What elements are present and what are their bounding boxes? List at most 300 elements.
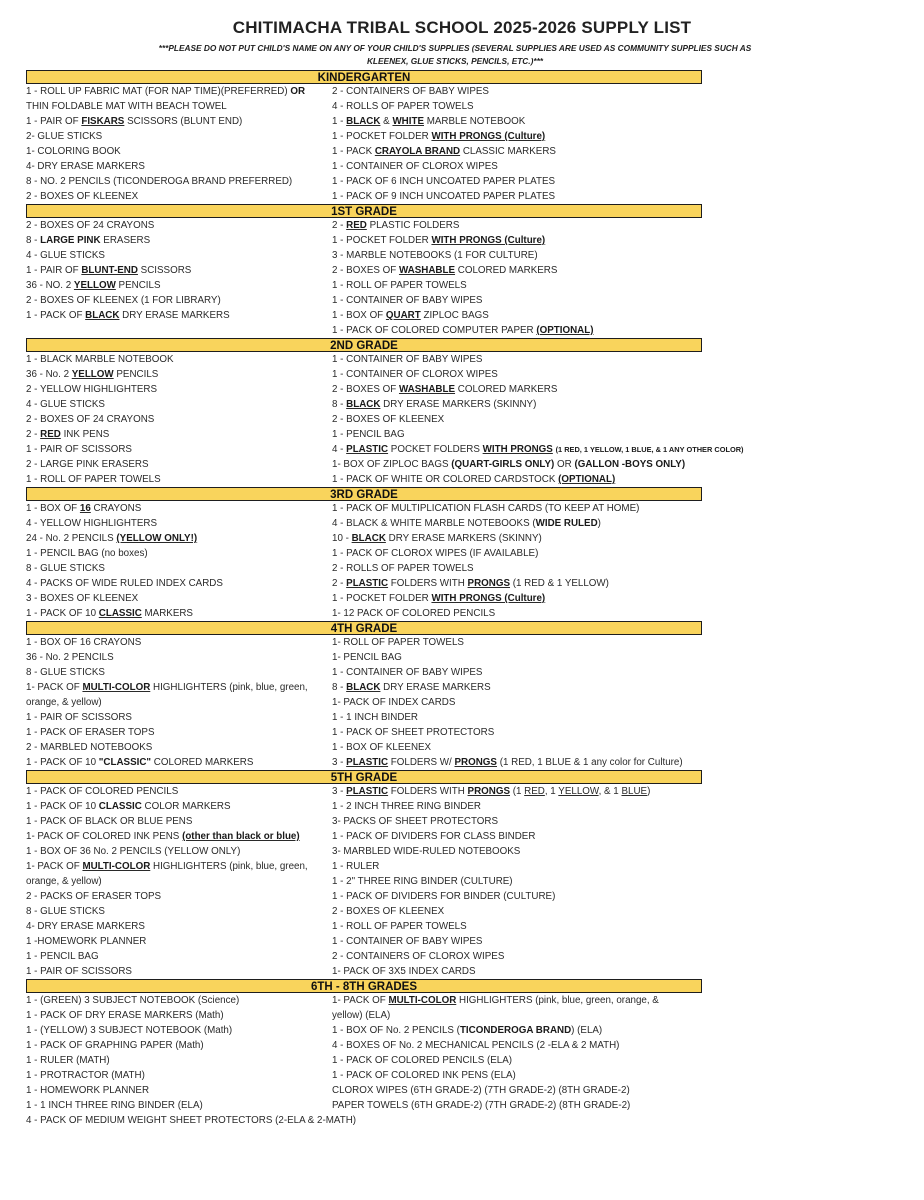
supply-item-text: 1 - (YELLOW) 3 SUBJECT NOTEBOOK (Math) bbox=[26, 1025, 233, 1036]
supply-item-text: RED bbox=[346, 220, 367, 231]
supply-item bbox=[26, 889, 332, 904]
emphasis-underline bbox=[72, 369, 114, 380]
supply-item-text: 1 - PACK OF SHEET PROTECTORS bbox=[332, 727, 495, 738]
supply-item-text: BLUE bbox=[621, 786, 648, 797]
supply-item bbox=[332, 799, 650, 814]
supply-item-text: 1 - CONTAINER OF CLOROX WIPES bbox=[332, 161, 498, 172]
supply-item-text: 1 - CONTAINER OF BABY WIPES bbox=[332, 295, 483, 306]
supply-item-text: PLASTIC bbox=[346, 757, 389, 768]
supply-item-text: COLOR MARKERS bbox=[141, 801, 231, 812]
emphasis-underline bbox=[392, 116, 424, 127]
supply-item-text: 1 - PACK OF ERASER TOPS bbox=[26, 727, 155, 738]
supply-item bbox=[332, 114, 556, 129]
supply-item bbox=[332, 308, 593, 323]
supply-item-text: 1 - 2" THREE RING BINDER (CULTURE) bbox=[332, 876, 513, 887]
supply-item bbox=[332, 695, 683, 710]
grade-header: KINDERGARTEN bbox=[26, 70, 702, 84]
supply-item-text: 1 - PAIR OF SCISSORS bbox=[26, 712, 132, 723]
supply-item bbox=[26, 1038, 332, 1053]
supply-item bbox=[26, 814, 332, 829]
supply-item-text: OR bbox=[554, 459, 575, 470]
supply-item bbox=[26, 442, 332, 457]
supply-item-text: 8 - bbox=[332, 682, 347, 693]
supply-item bbox=[332, 233, 593, 248]
supply-item-text: INK PENS bbox=[60, 429, 110, 440]
supply-item bbox=[26, 874, 332, 889]
supply-item bbox=[332, 352, 744, 367]
emphasis-underline bbox=[74, 280, 116, 291]
supply-item-text: 1 - ROLL OF PAPER TOWELS bbox=[26, 474, 161, 485]
emphasis-underline bbox=[346, 399, 380, 410]
supply-item-text: 1 - PACK OF 10 bbox=[26, 801, 99, 812]
supply-item-text: 4 - GLUE STICKS bbox=[26, 399, 105, 410]
emphasis-underline bbox=[346, 757, 388, 768]
supply-item-text: 1 - BOX OF bbox=[332, 310, 386, 321]
supply-item-text: CLASSIC bbox=[98, 608, 142, 619]
supply-item bbox=[26, 934, 332, 949]
emphasis-underline bbox=[346, 444, 388, 455]
supply-item-text: MULTI-COLOR bbox=[388, 995, 457, 1006]
supply-item bbox=[26, 1098, 332, 1113]
supply-item-text: 1- PACK OF COLORED INK PENS bbox=[26, 831, 183, 842]
emphasis-underline bbox=[524, 786, 545, 797]
supply-item bbox=[332, 1053, 659, 1068]
supply-item-text: 4 - PACKS OF WIDE RULED INDEX CARDS bbox=[26, 578, 223, 589]
grade-section-body bbox=[26, 635, 702, 770]
supply-item-text: 24 - No. 2 PENCILS bbox=[26, 533, 117, 544]
supply-item-text: BLACK bbox=[351, 533, 386, 544]
supply-item bbox=[332, 904, 650, 919]
supply-item-text: 1 - RULER (MATH) bbox=[26, 1055, 110, 1066]
supply-item-text: COLORED MARKERS bbox=[455, 384, 558, 395]
emphasis-underline bbox=[82, 682, 150, 693]
supply-item-text: yellow) (ELA) bbox=[332, 1010, 391, 1021]
supply-item-text: 1 - RULER bbox=[332, 861, 380, 872]
supply-column-left bbox=[26, 84, 332, 204]
supply-item-text: YELLOW bbox=[71, 369, 114, 380]
supply-item-text: 4 - PACK OF MEDIUM WEIGHT SHEET PROTECTORS (2-ELA & 2-MATH) bbox=[26, 1115, 357, 1126]
supply-item-text: BLUNT-END bbox=[81, 265, 138, 276]
supply-item bbox=[332, 814, 650, 829]
supply-item bbox=[26, 740, 332, 755]
emphasis-underline bbox=[352, 533, 386, 544]
emphasis-underline bbox=[81, 116, 124, 127]
supply-item-text: 1 - PACK OF 10 bbox=[26, 757, 99, 768]
supply-item bbox=[332, 650, 683, 665]
grade-header: 5TH GRADE bbox=[26, 770, 702, 784]
emphasis-underline bbox=[431, 593, 545, 604]
supply-item-text: 2 - bbox=[26, 429, 41, 440]
supply-item bbox=[26, 1083, 332, 1098]
supply-item bbox=[332, 293, 593, 308]
supply-item bbox=[26, 99, 332, 114]
supply-item bbox=[332, 591, 639, 606]
grade-section-body bbox=[26, 352, 744, 487]
supply-item-text: 1 - PACK bbox=[332, 146, 375, 157]
emphasis-underline bbox=[621, 786, 647, 797]
supply-item-text: 2 - YELLOW HIGHLIGHTERS bbox=[26, 384, 158, 395]
grade-section-body bbox=[26, 84, 702, 204]
supply-item-text: , 1 bbox=[544, 786, 559, 797]
supply-item-text: 2 - bbox=[332, 578, 347, 589]
emphasis-underline bbox=[182, 831, 300, 842]
supply-item bbox=[26, 993, 332, 1008]
supply-item bbox=[26, 784, 332, 799]
supply-item-text: 2 - BOXES OF KLEENEX (1 FOR LIBRARY) bbox=[26, 295, 221, 306]
supply-item-text: 1 - PAIR OF SCISSORS bbox=[26, 444, 132, 455]
supply-item-text: (1 bbox=[510, 786, 525, 797]
supply-item-text: ERASERS bbox=[100, 235, 151, 246]
supply-item-text: PENCILS bbox=[115, 280, 161, 291]
supply-item-text: 1 - PENCIL BAG (no boxes) bbox=[26, 548, 148, 559]
supply-item-text: 3 - bbox=[332, 757, 347, 768]
supply-item bbox=[332, 1038, 659, 1053]
supply-item bbox=[26, 919, 332, 934]
supply-item-text: 1 - PACK OF MULTIPLICATION FLASH CARDS (TO KEEP AT HOME) bbox=[332, 503, 640, 514]
supply-item-text: 1 - POCKET FOLDER bbox=[332, 593, 432, 604]
supply-item-text: DRY ERASE MARKERS (SKINNY) bbox=[380, 399, 537, 410]
supply-item bbox=[332, 1008, 659, 1023]
supply-item bbox=[332, 174, 556, 189]
supply-item-text: 1 - BOX OF No. 2 PENCILS ( bbox=[332, 1025, 460, 1036]
supply-item-text: 1 - HOMEWORK PLANNER bbox=[26, 1085, 150, 1096]
supply-item-text: 2 - BOXES OF KLEENEX bbox=[332, 414, 445, 425]
supply-item bbox=[26, 129, 332, 144]
supply-item-text: 1 - BOX OF 36 No. 2 PENCILS (YELLOW ONLY) bbox=[26, 846, 241, 857]
supply-item-text: 1- PACK OF bbox=[332, 995, 389, 1006]
supply-column-right bbox=[332, 84, 556, 204]
emphasis-underline bbox=[116, 533, 197, 544]
supply-item-text: QUART bbox=[385, 310, 421, 321]
emphasis-underline bbox=[346, 116, 380, 127]
supply-item-text: ZIPLOC BAGS bbox=[420, 310, 489, 321]
supply-item-text: FOLDERS WITH bbox=[388, 786, 468, 797]
supply-item-text: 8 - NO. 2 PENCILS (TICONDEROGA BRAND PREFERRED) bbox=[26, 176, 293, 187]
supply-item bbox=[332, 934, 650, 949]
supply-column-left bbox=[26, 993, 357, 1128]
supply-item bbox=[26, 189, 332, 204]
supply-item bbox=[26, 650, 332, 665]
supply-sections bbox=[26, 70, 744, 1128]
supply-item bbox=[26, 174, 332, 189]
supply-item bbox=[26, 844, 332, 859]
supply-item bbox=[332, 427, 744, 442]
supply-item-text: (1 RED, 1 YELLOW, 1 BLUE, & 1 ANY OTHER COLOR) bbox=[555, 445, 744, 454]
supply-item-text: 1 - PACK OF WHITE OR COLORED CARDSTOCK bbox=[332, 474, 559, 485]
supply-item-text: 1 - PAIR OF SCISSORS bbox=[26, 966, 132, 977]
supply-item-text: 1 - PACK OF CLOROX WIPES (IF AVAILABLE) bbox=[332, 548, 539, 559]
supply-item bbox=[332, 442, 744, 457]
supply-item bbox=[26, 1008, 332, 1023]
supply-item bbox=[332, 829, 650, 844]
supply-item bbox=[332, 576, 639, 591]
supply-item bbox=[332, 129, 556, 144]
supply-item-text: PLASTIC bbox=[346, 444, 389, 455]
supply-item bbox=[26, 829, 332, 844]
supply-item-text: & bbox=[380, 116, 393, 127]
supply-item bbox=[26, 352, 332, 367]
supply-item bbox=[26, 84, 332, 99]
emphasis-underline bbox=[346, 786, 388, 797]
supply-item bbox=[332, 189, 556, 204]
supply-item-text: HIGHLIGHTERS (pink, blue, green, bbox=[150, 861, 308, 872]
supply-column-right bbox=[332, 218, 593, 338]
supply-item bbox=[332, 367, 744, 382]
supply-item bbox=[26, 412, 332, 427]
supply-item-text: (1 RED & 1 YELLOW) bbox=[510, 578, 609, 589]
supply-item-text: HIGHLIGHTERS (pink, blue, green, orange, & bbox=[456, 995, 659, 1006]
supply-item-text: 1 - ROLL UP FABRIC MAT (FOR NAP TIME)(PREFERRED) bbox=[26, 86, 291, 97]
supply-item bbox=[26, 114, 332, 129]
emphasis-underline bbox=[85, 310, 119, 321]
supply-item bbox=[332, 1083, 659, 1098]
emphasis-underline bbox=[375, 146, 460, 157]
supply-item bbox=[332, 397, 744, 412]
supply-item-text: 36 - NO. 2 bbox=[26, 280, 74, 291]
supply-column-left bbox=[26, 501, 332, 621]
supply-item-text: 1 - PENCIL BAG bbox=[332, 429, 405, 440]
supply-item-text: 4 - ROLLS OF PAPER TOWELS bbox=[332, 101, 474, 112]
supply-item bbox=[26, 755, 332, 770]
supply-item bbox=[26, 799, 332, 814]
supply-item bbox=[332, 919, 650, 934]
document-title: CHITIMACHA TRIBAL SCHOOL 2025-2026 SUPPLY LIST bbox=[232, 18, 692, 37]
supply-item bbox=[332, 84, 556, 99]
supply-item-text: MARBLE NOTEBOOK bbox=[424, 116, 526, 127]
supply-column-left bbox=[26, 784, 332, 979]
supply-item bbox=[26, 233, 332, 248]
supply-item-text: 2 - BOXES OF bbox=[332, 384, 399, 395]
supply-item-text: 1 - PACK OF DIVIDERS FOR BINDER (CULTURE) bbox=[332, 891, 556, 902]
supply-item-text: 4 - BLACK & WHITE MARBLE NOTEBOOKS ( bbox=[332, 518, 536, 529]
supply-item bbox=[332, 144, 556, 159]
supply-item-text: WITH PRONGS (Culture) bbox=[431, 593, 546, 604]
supply-column-left bbox=[26, 635, 332, 770]
supply-item-text: 2 - BOXES OF bbox=[332, 265, 399, 276]
supply-item-text: 1 - CONTAINER OF BABY WIPES bbox=[332, 667, 483, 678]
emphasis-underline bbox=[455, 757, 497, 768]
supply-item bbox=[332, 412, 744, 427]
supply-item-text: PRONGS bbox=[467, 786, 511, 797]
supply-item-text: THIN FOLDABLE MAT WITH BEACH TOWEL bbox=[26, 101, 227, 112]
emphasis-underline bbox=[468, 786, 510, 797]
supply-item bbox=[26, 367, 332, 382]
supply-item-text: 2 - CONTAINERS OF CLOROX WIPES bbox=[332, 951, 505, 962]
supply-item bbox=[26, 546, 332, 561]
supply-item bbox=[332, 323, 593, 338]
supply-item-text: (YELLOW ONLY!) bbox=[116, 533, 198, 544]
supply-item-text: 3 - MARBLE NOTEBOOKS (1 FOR CULTURE) bbox=[332, 250, 538, 261]
supply-item-text: 1 - POCKET FOLDER bbox=[332, 131, 432, 142]
supply-item-text: (OPTIONAL) bbox=[536, 325, 594, 336]
supply-item bbox=[26, 218, 332, 233]
supply-item-text: 1 - PACK OF DIVIDERS FOR CLASS BINDER bbox=[332, 831, 536, 842]
supply-item-text: PRONGS bbox=[454, 757, 497, 768]
supply-item-text: LARGE PINK bbox=[40, 235, 101, 246]
supply-item-text: 1 - CONTAINER OF BABY WIPES bbox=[332, 354, 483, 365]
supply-item-text: 1 - (GREEN) 3 SUBJECT NOTEBOOK (Science) bbox=[26, 995, 240, 1006]
supply-item-text: DRY ERASE MARKERS bbox=[380, 682, 491, 693]
supply-item-text: 1- COLORING BOOK bbox=[26, 146, 121, 157]
supply-item bbox=[332, 263, 593, 278]
supply-item-text: YELLOW bbox=[558, 786, 599, 797]
supply-item bbox=[332, 874, 650, 889]
supply-item-text: COLORED MARKERS bbox=[455, 265, 558, 276]
grade-section-body bbox=[26, 501, 702, 621]
supply-item-text: 1 - ROLL OF PAPER TOWELS bbox=[332, 921, 467, 932]
supply-item-text: 1 - 1 INCH THREE RING BINDER (ELA) bbox=[26, 1100, 203, 1111]
supply-item-text: COLORED MARKERS bbox=[151, 757, 254, 768]
supply-item-text: 2 - MARBLED NOTEBOOKS bbox=[26, 742, 153, 753]
supply-item bbox=[26, 1023, 332, 1038]
grade-header: 1ST GRADE bbox=[26, 204, 702, 218]
supply-item-text: "CLASSIC" bbox=[98, 757, 152, 768]
supply-item-text: 4 - YELLOW HIGHLIGHTERS bbox=[26, 518, 158, 529]
supply-item-text: PLASTIC bbox=[346, 786, 389, 797]
supply-item-text: PAPER TOWELS (6TH GRADE-2) (7TH GRADE-2) (8TH GRADE-2) bbox=[332, 1100, 631, 1111]
supply-item bbox=[26, 397, 332, 412]
supply-item bbox=[26, 531, 332, 546]
grade-header: 2ND GRADE bbox=[26, 338, 702, 352]
supply-column-right bbox=[332, 784, 650, 979]
supply-item-text: , & 1 bbox=[598, 786, 622, 797]
supply-item-text: CLOROX WIPES (6TH GRADE-2) (7TH GRADE-2) (8TH GRADE-2) bbox=[332, 1085, 630, 1096]
supply-item-text: BLACK bbox=[346, 116, 381, 127]
supply-item bbox=[332, 844, 650, 859]
supply-item bbox=[26, 457, 332, 472]
supply-item-text: DRY ERASE MARKERS (SKINNY) bbox=[385, 533, 542, 544]
supply-item-text: PENCILS bbox=[113, 369, 159, 380]
supply-item-text: POCKET FOLDERS bbox=[388, 444, 483, 455]
supply-item-text: 4 - GLUE STICKS bbox=[26, 250, 105, 261]
supply-item-text: 1 - CONTAINER OF BABY WIPES bbox=[332, 936, 483, 947]
supply-item bbox=[26, 725, 332, 740]
supply-item-text: orange, & yellow) bbox=[26, 876, 102, 887]
supply-item bbox=[332, 1068, 659, 1083]
emphasis-underline bbox=[82, 861, 150, 872]
supply-item-text: 1 - PACK OF 6 INCH UNCOATED PAPER PLATES bbox=[332, 176, 556, 187]
supply-item-text: RED bbox=[40, 429, 61, 440]
note-line-2: KLEENEX, GLUE STICKS, PENCILS, ETC.)*** bbox=[366, 56, 544, 66]
supply-item bbox=[332, 680, 683, 695]
supply-item-text: WITH PRONGS (Culture) bbox=[431, 131, 546, 142]
supply-item-text: 8 - GLUE STICKS bbox=[26, 667, 105, 678]
supply-item-text: 1 - PACK OF BLACK OR BLUE PENS bbox=[26, 816, 193, 827]
grade-header: 3RD GRADE bbox=[26, 487, 702, 501]
supply-item-text: 3- PACKS OF SHEET PROTECTORS bbox=[332, 816, 499, 827]
supply-item-text: WITH PRONGS (Culture) bbox=[431, 235, 546, 246]
supply-item-text: 1 - PACK OF GRAPHING PAPER (Math) bbox=[26, 1040, 204, 1051]
supply-item-text: SCISSORS (BLUNT END) bbox=[124, 116, 243, 127]
supply-item bbox=[332, 949, 650, 964]
supply-item-text: 1 -HOMEWORK PLANNER bbox=[26, 936, 147, 947]
supply-item bbox=[26, 665, 332, 680]
supply-item-text: RED bbox=[524, 786, 545, 797]
supply-item-text: 1 - PROTRACTOR (MATH) bbox=[26, 1070, 145, 1081]
supply-item bbox=[26, 1068, 332, 1083]
emphasis-underline bbox=[386, 310, 421, 321]
supply-item-text: OR bbox=[290, 86, 306, 97]
emphasis-underline bbox=[346, 220, 367, 231]
emphasis-underline bbox=[346, 578, 388, 589]
supply-item bbox=[332, 159, 556, 174]
emphasis-underline bbox=[399, 384, 455, 395]
supply-item bbox=[332, 859, 650, 874]
supply-item bbox=[26, 472, 332, 487]
supply-item-text: MULTI-COLOR bbox=[82, 861, 151, 872]
supply-item-text: 1 - CONTAINER OF CLOROX WIPES bbox=[332, 369, 498, 380]
supply-item-text: 1 - PACK OF bbox=[26, 310, 86, 321]
supply-item-text: 3- MARBLED WIDE-RULED NOTEBOOKS bbox=[332, 846, 521, 857]
emphasis-underline bbox=[468, 578, 510, 589]
supply-item bbox=[26, 576, 332, 591]
supply-item-text: PLASTIC FOLDERS bbox=[366, 220, 460, 231]
supply-item-text: 1- PENCIL BAG bbox=[332, 652, 402, 663]
supply-item-text: 1- PACK OF INDEX CARDS bbox=[332, 697, 456, 708]
supply-item bbox=[332, 725, 683, 740]
supply-item-text: 1 - 1 INCH BINDER bbox=[332, 712, 419, 723]
grade-section-body bbox=[26, 218, 702, 338]
supply-item-text: 3 - BOXES OF KLEENEX bbox=[26, 593, 139, 604]
supply-item-text: 4 - bbox=[332, 444, 347, 455]
supply-item-text: FISKARS bbox=[81, 116, 125, 127]
emphasis-underline bbox=[431, 235, 545, 246]
supply-item bbox=[26, 278, 332, 293]
supply-item-text: 2 - BOXES OF KLEENEX bbox=[26, 191, 139, 202]
supply-item-text: 2 - bbox=[332, 220, 347, 231]
supply-item-text: 1 - BOX OF bbox=[26, 503, 80, 514]
supply-item bbox=[26, 695, 332, 710]
supply-item-text: 1- BOX OF ZIPLOC BAGS bbox=[332, 459, 452, 470]
supply-item-text: CLASSIC MARKERS bbox=[460, 146, 556, 157]
supply-item-text: SCISSORS bbox=[137, 265, 192, 276]
supply-item bbox=[26, 159, 332, 174]
supply-item-text: 1 - PACK OF COLORED PENCILS (ELA) bbox=[332, 1055, 513, 1066]
supply-item-text: 1 - PACK OF COLORED PENCILS bbox=[26, 786, 179, 797]
supply-item bbox=[332, 531, 639, 546]
supply-item bbox=[332, 457, 744, 472]
supply-item-text: CLASSIC bbox=[98, 801, 142, 812]
supply-item-text: 1- PACK OF bbox=[26, 861, 83, 872]
supply-item-text: 36 - No. 2 bbox=[26, 369, 72, 380]
emphasis-underline bbox=[81, 265, 138, 276]
supply-item-text: 36 - No. 2 PENCILS bbox=[26, 652, 114, 663]
emphasis-underline bbox=[558, 474, 615, 485]
supply-item-text: WHITE bbox=[392, 116, 424, 127]
supply-item-text: 2 - BOXES OF 24 CRAYONS bbox=[26, 414, 155, 425]
supply-item bbox=[332, 710, 683, 725]
supply-item-text: 8 - GLUE STICKS bbox=[26, 563, 105, 574]
supply-item-text: HIGHLIGHTERS (pink, blue, green, bbox=[150, 682, 308, 693]
supply-item bbox=[26, 501, 332, 516]
supply-item-text: 4- DRY ERASE MARKERS bbox=[26, 161, 145, 172]
supply-item-text: 1- 12 PACK OF COLORED PENCILS bbox=[332, 608, 496, 619]
supply-item bbox=[332, 606, 639, 621]
supply-item-text: WIDE RULED bbox=[535, 518, 598, 529]
supply-item bbox=[332, 993, 659, 1008]
supply-item-text: 2 - BOXES OF 24 CRAYONS bbox=[26, 220, 155, 231]
supply-item-text: 1 - PAIR OF bbox=[26, 116, 82, 127]
supply-item-text: 1 - bbox=[332, 116, 347, 127]
supply-item-text: 1 - ROLL OF PAPER TOWELS bbox=[332, 280, 467, 291]
supply-item bbox=[332, 1023, 659, 1038]
supply-item-text: 1 - PACK OF COLORED COMPUTER PAPER bbox=[332, 325, 537, 336]
supply-item-text: TICONDEROGA BRAND bbox=[459, 1025, 572, 1036]
supply-column-right bbox=[332, 635, 683, 770]
emphasis-underline bbox=[431, 131, 545, 142]
emphasis-underline bbox=[80, 503, 91, 514]
supply-item-text: (QUART-GIRLS ONLY) bbox=[451, 459, 555, 470]
